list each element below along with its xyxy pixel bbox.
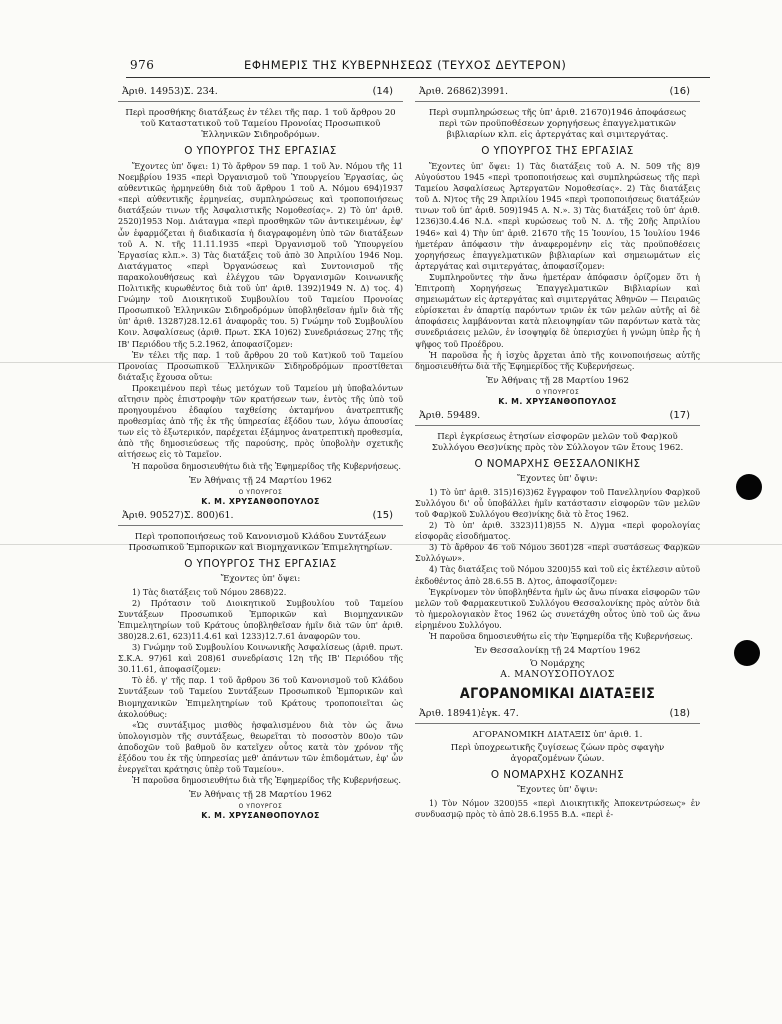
authority-heading: Ο ΥΠΟΥΡΓΟΣ ΤΗΣ ΕΡΓΑΣΙΑΣ [184,557,337,570]
decision-ref-line [118,86,403,102]
preamble-lead: Ἔχοντες ὑπ' ὄψει: [220,573,301,584]
decision-number: (18) [669,708,690,720]
decision-number: (15) [372,509,393,521]
page-number: 976 [130,58,155,72]
decision-17 [415,410,700,680]
signatory-name: Κ. Μ. ΧΡΥΣΑΝΘΟΠΟΥΛΟΣ [201,496,320,506]
body-paragraph: Συμπληροῦντες τὴν ἄνω ἡμετέραν ἀπόφασιν ὁρίζομεν ὅτι ἡ Ἐπιτροπὴ Χορηγήσεως Ἐπαγγελματικῶν Βιβλιαρίων καὶ σημειωμάτων εἰς ἀρτεργάτας καὶ σιμιτεργάτας Ἀθηνῶν — Πειραιῶς εὑρίσκεται ἐν ἀπαρτίᾳ παρόντων τριῶν ἐκ τῶν μελῶν αὐτῆς αἱ δὲ ἀποφάσεις λαμβάνονται κατὰ πλειοψηφίαν τῶν παρόντων κατὰ τὰς συνεδριάσεις μελῶν, ἐν ἰσοψηφίᾳ δὲ ὑπερισχύει ἡ γνώμη ὑπὲρ ἧς ἡ ψῆφος τοῦ Προέδρου. [415,271,700,349]
decision-ref: Ἀριθ. 14953)Σ. 234. [122,86,218,97]
decision-subject: Περὶ προσθήκης διατάξεως ἐν τέλει τῆς παρ. 1 τοῦ ἄρθρου 20 τοῦ Καταστατικοῦ τοῦ Ταμείου Προνοίας Προσωπικοῦ Ἑλληνικῶν Σιδηροδρόμων. [125,108,396,140]
preamble-item: 3) Γνώμην τοῦ Συμβουλίου Κοινωνικῆς Ἀσφαλίσεως (ἀριθ. πρωτ. Σ.Κ.Α. 97)61 καὶ 208)61 συνεδρίασις 12η τῆς ΙΒ' Περιόδου τῆς 30.11.61, ἀποφασίζομεν: [118,642,403,675]
authority-heading: Ο ΝΟΜΑΡΧΗΣ ΚΟΖΑΝΗΣ [490,769,625,782]
publication-clause: Ἡ παροῦσα ἧς ἡ ἰσχὺς ἄρχεται ἀπὸ τῆς κοινοποιήσεως αὐτῆς δημοσιευθήτω διὰ τῆς Ἐφημερίδος τῆς Κυβερνήσεως. [415,349,700,371]
section-heading: ΑΓΟΡΑΝΟΜΙΚΑΙ ΔΙΑΤΑΞΕΙΣ [459,686,656,703]
punch-hole [734,640,760,666]
signatory-title: Ὁ Νομάρχης [530,659,585,670]
preamble-paragraph: Ἔχοντες ὑπ' ὄψει: 1) Τὰς διατάξεις τοῦ Α. Ν. 509 τῆς 8)9 Αὐγούστου 1945 «περὶ τροποποιήσεως καὶ συμπληρώσεως τῆς περὶ Ταμείου Ἀσφαλίσεως Ἀρτεργατῶν Νομοθεσίας». 2) Τὰς διατάξεις τοῦ Δ. Ν)τος τῆς 29 Ἀπριλίου 1945 «περὶ τροποποιήσεως διατάξεών τινων τοῦ ὑπ' ἀριθ. 509)1945 Α. Ν.». 3) Τὰς διατάξεις τοῦ ὑπ' ἀριθ. 1236)30.4.46 Ν.Δ. «περὶ κυρώσεως τοῦ Ν. Δ. τῆς 20ῆς Ἀπριλίου 1946» καὶ 4) Τὴν ὑπ' ἀριθ. 21670 τῆς 15 Ἰουνίου, 15 Ἰουλίου 1946 ἡμετέραν ἀπόφασιν τὴν ἀναφερομένην εἰς τὰς προϋποθέσεις χορηγήσεως ἐπαγγελματικῶν βιβλιαρίων καὶ σημειωμάτων εἰς ἀρτεργάτας καὶ σιμιτεργάτας, ἀποφασίζομεν: [415,161,700,271]
decision-subject: Περὶ ὑποχρεωτικῆς ζυγίσεως ζώων πρὸς σφαγὴν ἀγοραζομένων ζώων. [450,743,665,765]
signatory-name: Κ. Μ. ΧΡΥΣΑΝΘΟΠΟΥΛΟΣ [201,811,320,821]
publication-clause: Ἡ παροῦσα δημοσιευθήτω εἰς τὴν Ἐφημερίδα τῆς Κυβερνήσεως. [429,631,693,641]
dateline: Ἐν Ἀθήναις τῇ 24 Μαρτίου 1962 [189,475,332,486]
decision-ref-line [415,708,700,724]
decision-subject: Περὶ συμπληρώσεως τῆς ὑπ' ἀριθ. 21670)1946 ἀποφάσεως περὶ τῶν προϋποθέσεων χορηγήσεως ἐπαγγελματικῶν βιβλιαρίων κλπ. εἰς ἀρτεργάτας καὶ σιμιτεργάτας. [428,108,687,140]
decision-14 [118,86,403,506]
journal-title: ΕΦΗΜΕΡΙΣ ΤΗΣ ΚΥΒΕΡΝΗΣΕΩΣ (ΤΕΥΧΟΣ ΔΕΥΤΕΡΟΝ) [244,58,567,72]
signatory-title: Ο ΥΠΟΥΡΓΟΣ [535,388,580,396]
left-column [118,82,403,822]
dateline: Ἐν Θεσσαλονίκῃ τῇ 24 Μαρτίου 1962 [474,646,641,657]
body-paragraph: Προκειμένου περὶ τέως μετόχων τοῦ Ταμείου μὴ ὑποβαλόντων αἴτησιν πρὸς ἐπιστροφὴν τῶν κρατήσεων των, ἐντὸς τῆς ὑπὸ τοῦ προηγουμένου ἐδαφίου ταχθείσης ὀκταμήνου ἀνατρεπτικῆς προθεσμίας ἀπὸ τῆς ἐκ τῆς ὑπηρεσίας ἐξόδου των, λόγω ἀπουσίας των εἰς τὸ ἐξωτερικόν, παρέχεται ἐξάμηνος ἀνατρεπτικὴ προθεσμία, ἀπὸ τῆς δημοσιεύσεως τῆς παρούσης, πρὸς ὑποβολὴν σχετικῆς αἰτήσεως εἰς τὸ Ταμεῖον. [118,382,403,460]
decision-ref: Ἀριθ. 59489. [419,409,481,421]
publication-clause: Ἡ παροῦσα δημοσιευθήτω διὰ τῆς Ἐφημερίδος τῆς Κυβερνήσεως. [132,460,401,471]
decision-subject: Περὶ ἐγκρίσεως ἐτησίων εἰσφορῶν μελῶν τοῦ Φαρ)κοῦ Συλλόγου Θεσ)νίκης πρὸς τὸν Σύλλογον τῶν ἔτους 1962. [431,431,684,453]
decision-subject: Περὶ τροποποιήσεως τοῦ Κανονισμοῦ Κλάδου Συντάξεων Προσωπικοῦ Ἐμπορικῶν καὶ Βιομηχανικῶν Ἐπιμελητηρίων. [128,531,393,553]
body-paragraph: Τὸ ἐδ. γ' τῆς παρ. 1 τοῦ ἄρθρου 36 τοῦ Κανονισμοῦ τοῦ Κλάδου Συντάξεων τοῦ Ταμείου Συντάξεων Προσωπικοῦ Ἐμπορικῶν καὶ Βιομηχανικῶν Ἐπιμελητηρίων τοῦ Κράτους τροποποιεῖται ὡς ἀκολούθως: [118,675,403,719]
preamble-item: 2) Πρότασιν τοῦ Διοικητικοῦ Συμβουλίου τοῦ Ταμείου Συντάξεων Προσωπικοῦ Ἐμπορικῶν καὶ Βιομηχανικῶν Ἐπιμελητηρίων τοῦ Κράτους ὑποβληθεῖσαν ἡμῖν διὰ τῶν ὑπ' ἀριθ. 380)28.2.61, 623)11.4.61 καὶ 1233)12.7.61 ἀναφορῶν του. [118,597,403,641]
decision-ref-line [118,510,403,526]
dateline: Ἐν Ἀθήναις τῇ 28 Μαρτίου 1962 [486,375,629,386]
decision-ref-line [415,86,700,102]
body-paragraph: Ἐν τέλει τῆς παρ. 1 τοῦ ἄρθρου 20 τοῦ Κατ)κοῦ τοῦ Ταμείου Προνοίας Προσωπικοῦ Ἑλληνικῶν Σιδηροδρόμων προστίθεται διάταξις ἔχουσα οὕτω: [118,349,403,382]
decision-number: (17) [669,409,690,421]
page-header [126,56,708,74]
preamble-item: 1) Τὸν Νόμον 3200)55 «περὶ Διοικητικῆς Ἀποκεντρώσεως» ἐν συνδυασμῷ πρὸς τὸ ἀπὸ 28.6.1955 Β.Δ. «περὶ ἐ- [415,798,700,820]
decision-ref: Ἀριθ. 90527)Σ. 800)61. [122,509,234,521]
decision-number: (16) [669,86,690,97]
publication-clause: Ἡ παροῦσα δημοσιευθήτω διὰ τῆς Ἐφημερίδος τῆς Κυβερνήσεως. [132,775,401,786]
decision-18 [415,708,700,820]
authority-heading: Ο ΥΠΟΥΡΓΟΣ ΤΗΣ ΕΡΓΑΣΙΑΣ [481,145,634,157]
signatory-name: Κ. Μ. ΧΡΥΣΑΝΘΟΠΟΥΛΟΣ [498,396,617,406]
right-column [415,82,700,820]
decision-16 [415,86,700,406]
preamble-lead: Ἔχοντες ὑπ' ὄψιν: [517,785,598,796]
body-paragraph: Ἐγκρίνομεν τὸν ὑποβληθέντα ἡμῖν ὡς ἄνω πίνακα εἰσφορῶν τῶν μελῶν τοῦ Φαρμακευτικοῦ Συλλόγου Θεσσαλονίκης πρὸς αὐτὸν διὰ τὸ ἡμερολογιακὸν ἔτος 1962 ὡς συνετάχθη οὗτος ὑπὸ τοῦ ὡς ἄνω εἰρημένου Συλλόγου. [415,586,700,630]
preamble-item: 3) Τὸ ἄρθρον 46 τοῦ Νόμου 3601)28 «περὶ συστάσεως Φαρ)κῶν Συλλόγων». [415,542,700,564]
decision-15 [118,510,403,821]
signatory-title: Ο ΥΠΟΥΡΓΟΣ [238,488,283,496]
preamble-item: 1) Τὸ ὑπ' ἀριθ. 315)16)3)62 ἔγγραφον τοῦ Πανελληνίου Φαρ)κοῦ Συλλόγου δι' οὗ ὑποβάλλει ἡμῖν κατάστασιν εἰσφορῶν τῶν μελῶν τοῦ Φαρ)κοῦ Συλλόγου Θεσ)νίκης διὰ τὸ ἔτος 1962. [415,486,700,519]
punch-hole [736,474,762,500]
body-paragraph: «Ὡς συντάξιμος μισθὸς ἠσφαλισμένου διὰ τὸν ὡς ἄνω ὑπολογισμὸν τῆς συντάξεως, θεωρεῖται τὸ ποσοστὸν 80ο)ο τῶν ἀποδοχῶν τοῦ βαθμοῦ ὃν κατεῖχεν οὗτος κατὰ τὸν χρόνον τῆς ἐξόδου του ἐκ τῆς ὑπηρεσίας μεθ' ἁπάντων τῶν ἐπιδομάτων, ἐφ' ὧν ἐνεργεῖται κράτησις ὑπὲρ τοῦ Ταμείου». [118,719,403,775]
authority-heading: Ο ΝΟΜΑΡΧΗΣ ΘΕΣΣΑΛΟΝΙΚΗΣ [474,457,641,470]
decision-ref: Ἀριθ. 18941)ἐγκ. 47. [419,708,519,720]
decision-ref-line [415,410,700,426]
preamble-paragraph: Ἔχοντες ὑπ' ὄψει: 1) Τὸ ἄρθρον 59 παρ. 1 τοῦ Ἀν. Νόμου τῆς 11 Νοεμβρίου 1935 «περὶ Ὀργανισμοῦ τοῦ Ὑπουργείου Ἐργασίας, ὡς αὐθεντικῶς ἡρμηνεύθη διὰ τοῦ ἄρθρου 1 τοῦ Α. Νόμου 694)1937 «περὶ αὐθεντικῆς ἑρμηνείας, συμπληρώσεως καὶ τροποποιήσεως διατάξεών τινων τῆς Ἀσφαλιστικῆς Νομοθεσίας». 2) Τὸ ὑπ' ἀριθ. 2520)1953 Νομ. Διάταγμα «περὶ προσθηκῶν τῶν ἀντικειμένων, ἐφ' ὧν ἐφαρμόζεται ἡ διαδικασία ἡ διαγραφομένη ὑπὸ τῶν διατάξεων τοῦ Α. Ν. τῆς 11.11.1935 «περὶ Ὀργανισμοῦ τοῦ Ὑπουργείου Ἐργασίας κλπ.». 3) Τὰς διατάξεις τοῦ ἀπὸ 30 Ἀπριλίου 1946 Νομ. Διατάγματος «περὶ Ὀργανώσεως καὶ Συντονισμοῦ τῆς παρακολουθήσεως καὶ ἐλέγχου τῶν Ὀργανισμῶν Κοινωνικῆς Πολιτικῆς κυρωθέντος διὰ τοῦ ὑπ' ἀριθ. 1392)1949 Ν. Δ) τος. 4) Γνώμην τοῦ Διοικητικοῦ Συμβουλίου τοῦ Ταμείου Προνοίας Προσωπικοῦ Ἑλληνικῶν Σιδηροδρόμων ὑποβληθεῖσαν ἡμῖν διὰ τῆς ὑπ' ἀριθ. 13287)28.12.61 ἀναφορᾶς του. 5) Γνώμην τοῦ Συμβουλίου Κοιν. Ἀσφαλίσεως (ἀριθ. Πρωτ. ΣΚΑ 10)62) Συνεδριάσεως 27ης τῆς ΙΒ' Περιόδου τῆς 5.2.1962, ἀποφασίζομεν: [118,161,403,349]
decision-number: (14) [372,86,393,97]
preamble-item: 4) Τὰς διατάξεις τοῦ Νόμου 3200)55 καὶ τοῦ εἰς ἐκτέλεσιν αὐτοῦ ἐκδοθέντος ἀπὸ 28.6.55 Β. Δ)τος, ἀποφασίζομεν: [415,564,700,586]
preamble-item: 1) Τὰς διατάξεις τοῦ Νόμου 2868)22. [132,586,287,597]
decision-ref: Ἀριθ. 26862)3991. [419,86,509,97]
decision-title: ΑΓΟΡΑΝΟΜΙΚΗ ΔΙΑΤΑΞΙΣ ὑπ' ἀριθ. 1. [472,730,643,741]
header-rule [126,77,710,78]
preamble-item: 2) Τὸ ὑπ' ἀριθ. 3323)11)8)55 Ν. Δ)γμα «περὶ φορολογίας εἰσφορᾶς εἰσοδήματος. [415,520,700,542]
signatory-title: Ο ΥΠΟΥΡΓΟΣ [238,803,283,811]
authority-heading: Ο ΥΠΟΥΡΓΟΣ ΤΗΣ ΕΡΓΑΣΙΑΣ [184,145,337,157]
dateline: Ἐν Ἀθήναις τῇ 28 Μαρτίου 1962 [189,790,332,801]
signatory-name: Α. ΜΑΝΟΥΣΟΠΟΥΛΟΣ [500,669,615,681]
preamble-lead: Ἔχοντες ὑπ' ὄψιν: [517,473,598,484]
